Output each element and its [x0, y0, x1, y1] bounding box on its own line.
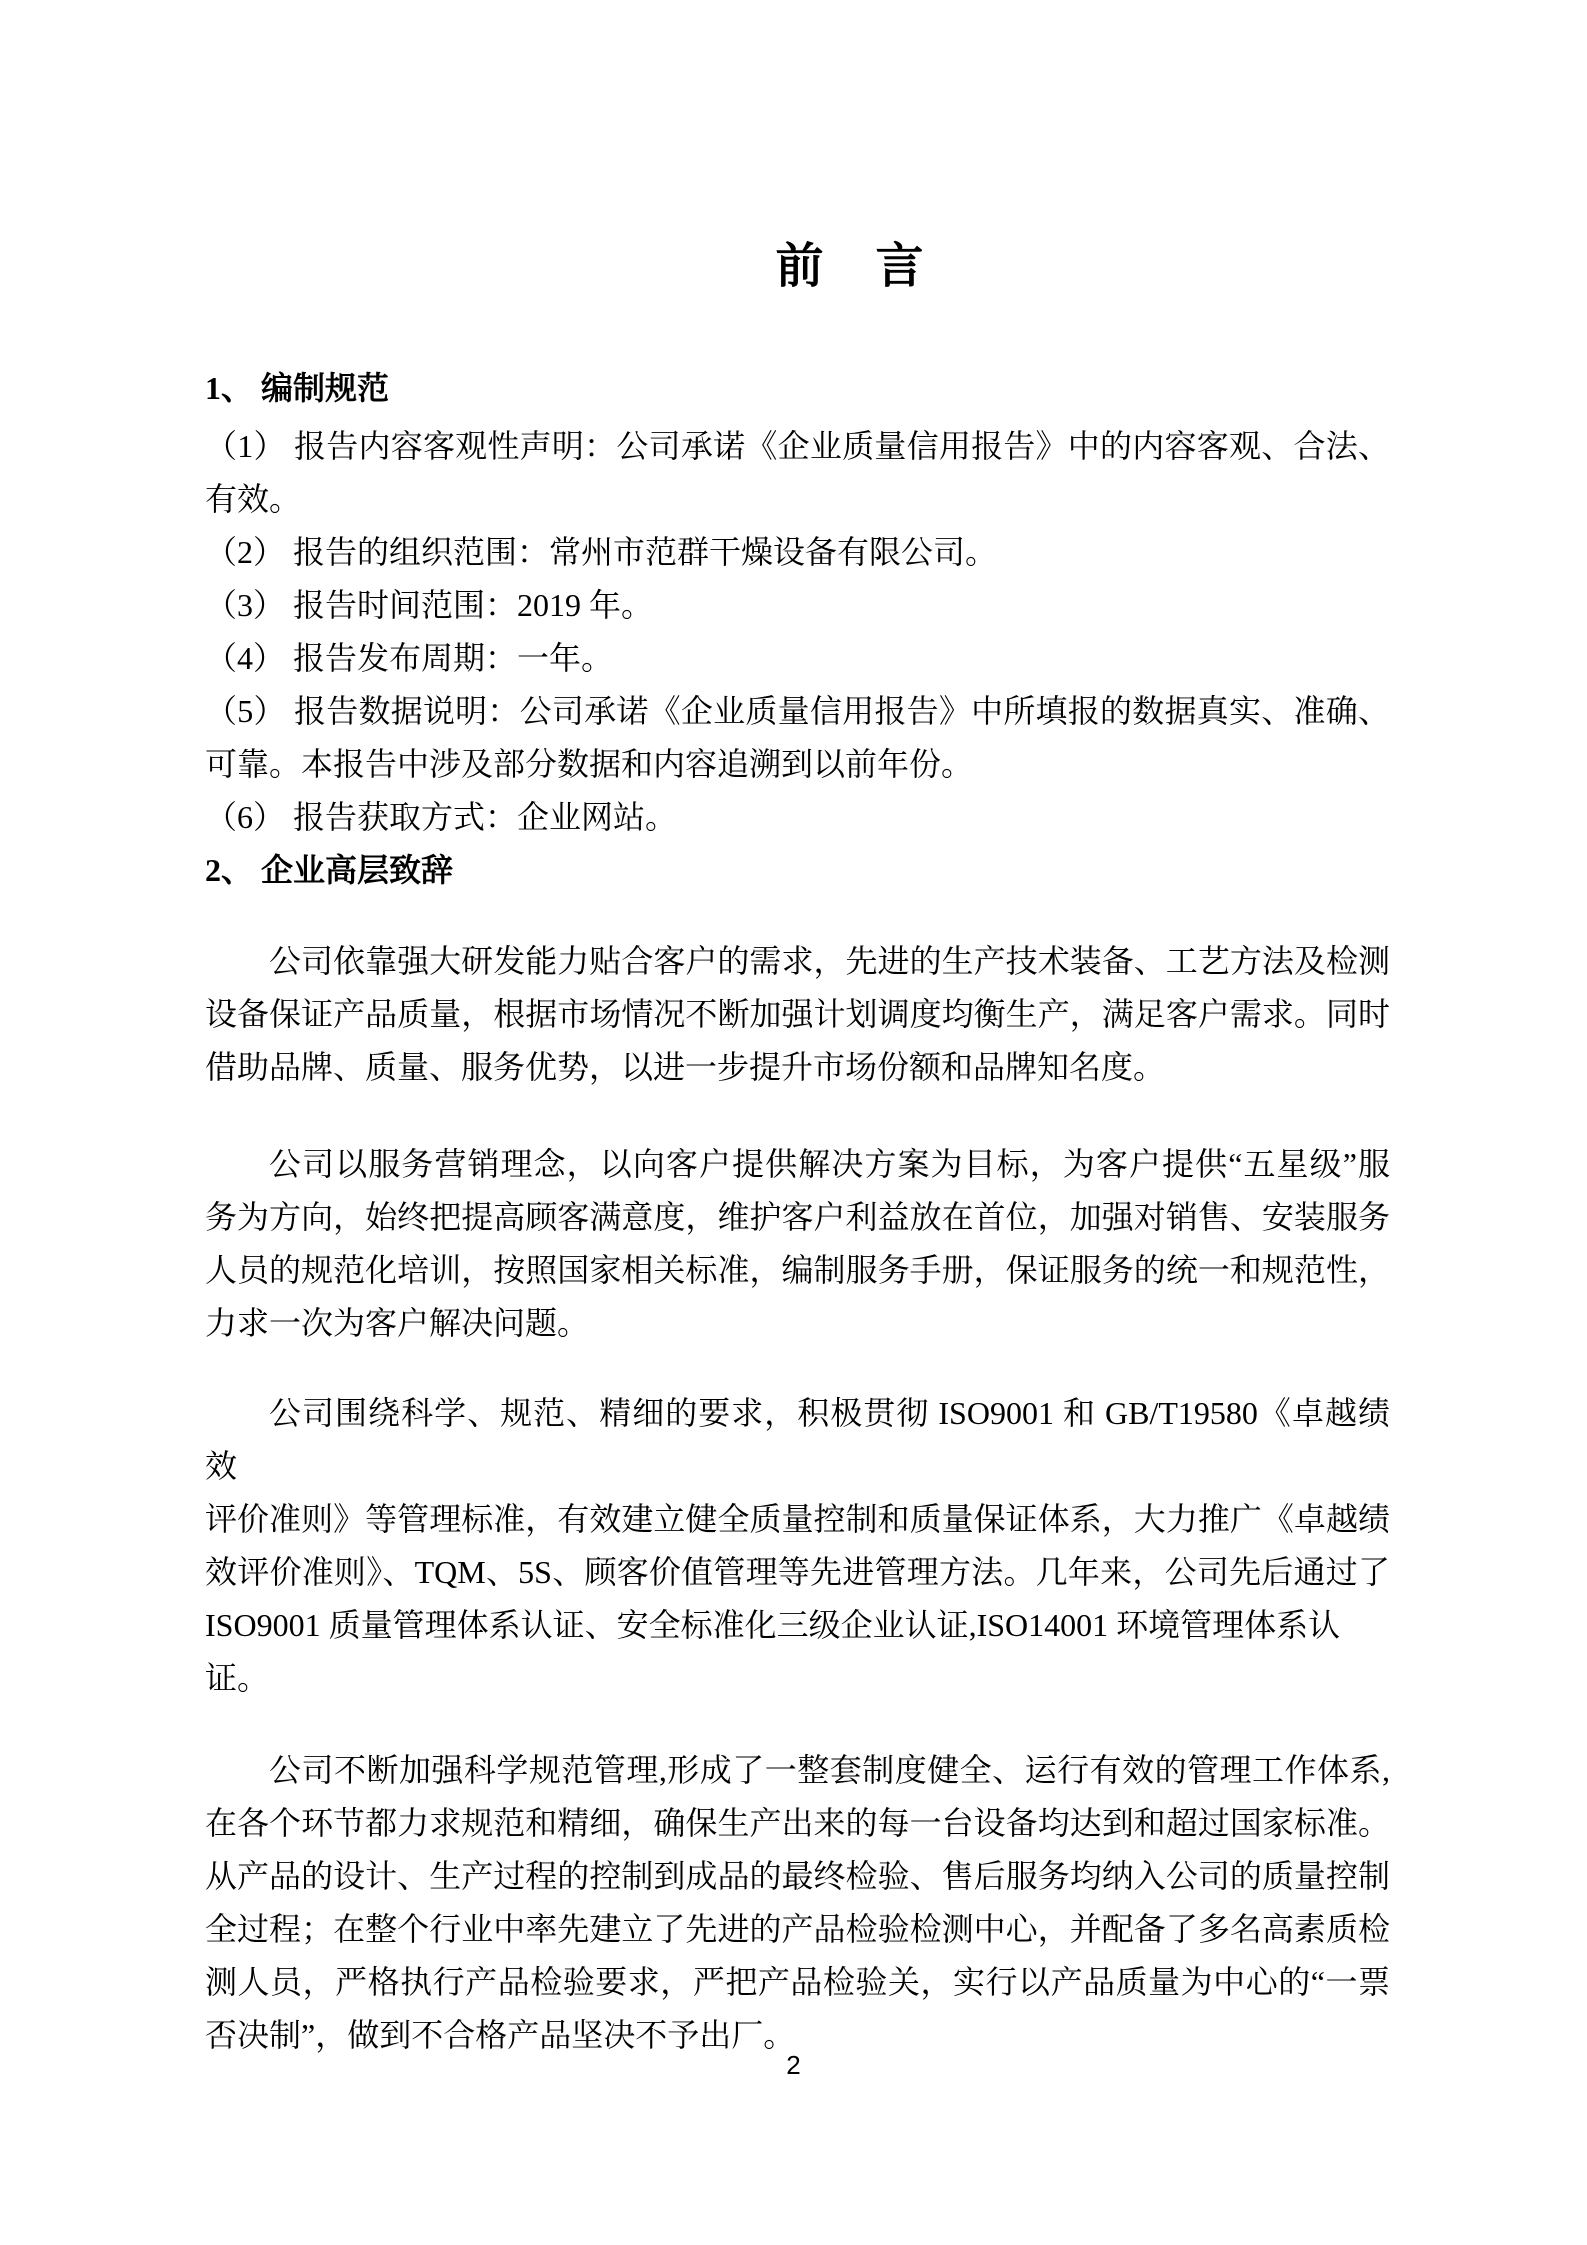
paragraph-line: 在各个环节都力求规范和精细，确保生产出来的每一台设备均达到和超过国家标准。 [205, 1805, 1390, 1841]
section1-item3: （3） 报告时间范围：2019 年。 [205, 587, 654, 623]
paragraph-line: 人员的规范化培训，按照国家相关标准，编制服务手册，保证服务的统一和规范性， [205, 1252, 1390, 1288]
section1-heading: 1、 编制规范 [205, 370, 390, 406]
paragraph-line: 否决制”，做到不合格产品坚决不予出厂。 [205, 2017, 796, 2053]
page-number: 2 [786, 2050, 801, 2080]
section1-item1-line1: （1） 报告内容客观性声明：公司承诺《企业质量信用报告》中的内容客观、合法、 [205, 428, 1390, 464]
section1-item2: （2） 报告的组织范围：常州市范群干燥设备有限公司。 [205, 534, 998, 570]
paragraph-line: 公司依靠强大研发能力贴合客户的需求，先进的生产技术装备、工艺方法及检测 [269, 943, 1390, 979]
section1-item4: （4） 报告发布周期：一年。 [205, 640, 614, 676]
paragraph-line: 评价准则》等管理标准，有效建立健全质量控制和质量保证体系，大力推广《卓越绩 [205, 1501, 1390, 1537]
section1-item5-line2: 可靠。本报告中涉及部分数据和内容追溯到以前年份。 [205, 746, 974, 782]
section2-heading: 2、 企业高层致辞 [205, 852, 454, 888]
section2-paragraph-2 [205, 1138, 1390, 1350]
paragraph-line: 务为方向，始终把提高顾客满意度，维护客户利益放在首位，加强对销售、安装服务 [205, 1199, 1390, 1235]
paragraph-line: 借助品牌、质量、服务优势，以进一步提升市场份额和品牌知名度。 [205, 1049, 1166, 1085]
section1-item1-line2: 有效。 [205, 481, 302, 517]
paragraph-line: 效评价准则》、TQM、5S、顾客价值管理等先进管理方法。几年来，公司先后通过了 [205, 1554, 1390, 1590]
section2-paragraph-3 [205, 1387, 1390, 1705]
paragraph-line: 公司围绕科学、规范、精细的要求，积极贯彻 ISO9001 和 GB/T19580《卓越绩效 [205, 1395, 1390, 1484]
page-title: 前 言 [775, 240, 926, 293]
paragraph-line: 力求一次为客户解决问题。 [205, 1305, 590, 1341]
document-body [205, 362, 1390, 2062]
paragraph-line: 从产品的设计、生产过程的控制到成品的最终检验、售后服务均纳入公司的质量控制 [205, 1858, 1390, 1894]
paragraph-line: ISO9001 质量管理体系认证、安全标准化三级企业认证,ISO14001 环境管理体系认证。 [205, 1607, 1341, 1696]
section1-item6: （6） 报告获取方式：企业网站。 [205, 799, 678, 835]
paragraph-line: 测人员，严格执行产品检验要求，严把产品检验关，实行以产品质量为中心的“一票 [205, 1964, 1390, 2000]
paragraph-line: 公司以服务营销理念，以向客户提供解决方案为目标，为客户提供“五星级”服 [269, 1146, 1390, 1182]
paragraph-line: 公司不断加强科学规范管理,形成了一整套制度健全、运行有效的管理工作体系, [269, 1752, 1390, 1788]
section2-paragraph-1 [205, 935, 1390, 1094]
paragraph-line: 设备保证产品质量，根据市场情况不断加强计划调度均衡生产，满足客户需求。同时 [205, 996, 1390, 1032]
section1-item5-line1: （5） 报告数据说明：公司承诺《企业质量信用报告》中所填报的数据真实、准确、 [205, 693, 1390, 729]
section2-paragraph-4 [205, 1744, 1390, 2062]
paragraph-line: 全过程；在整个行业中率先建立了先进的产品检验检测中心，并配备了多名高素质检 [205, 1911, 1390, 1947]
